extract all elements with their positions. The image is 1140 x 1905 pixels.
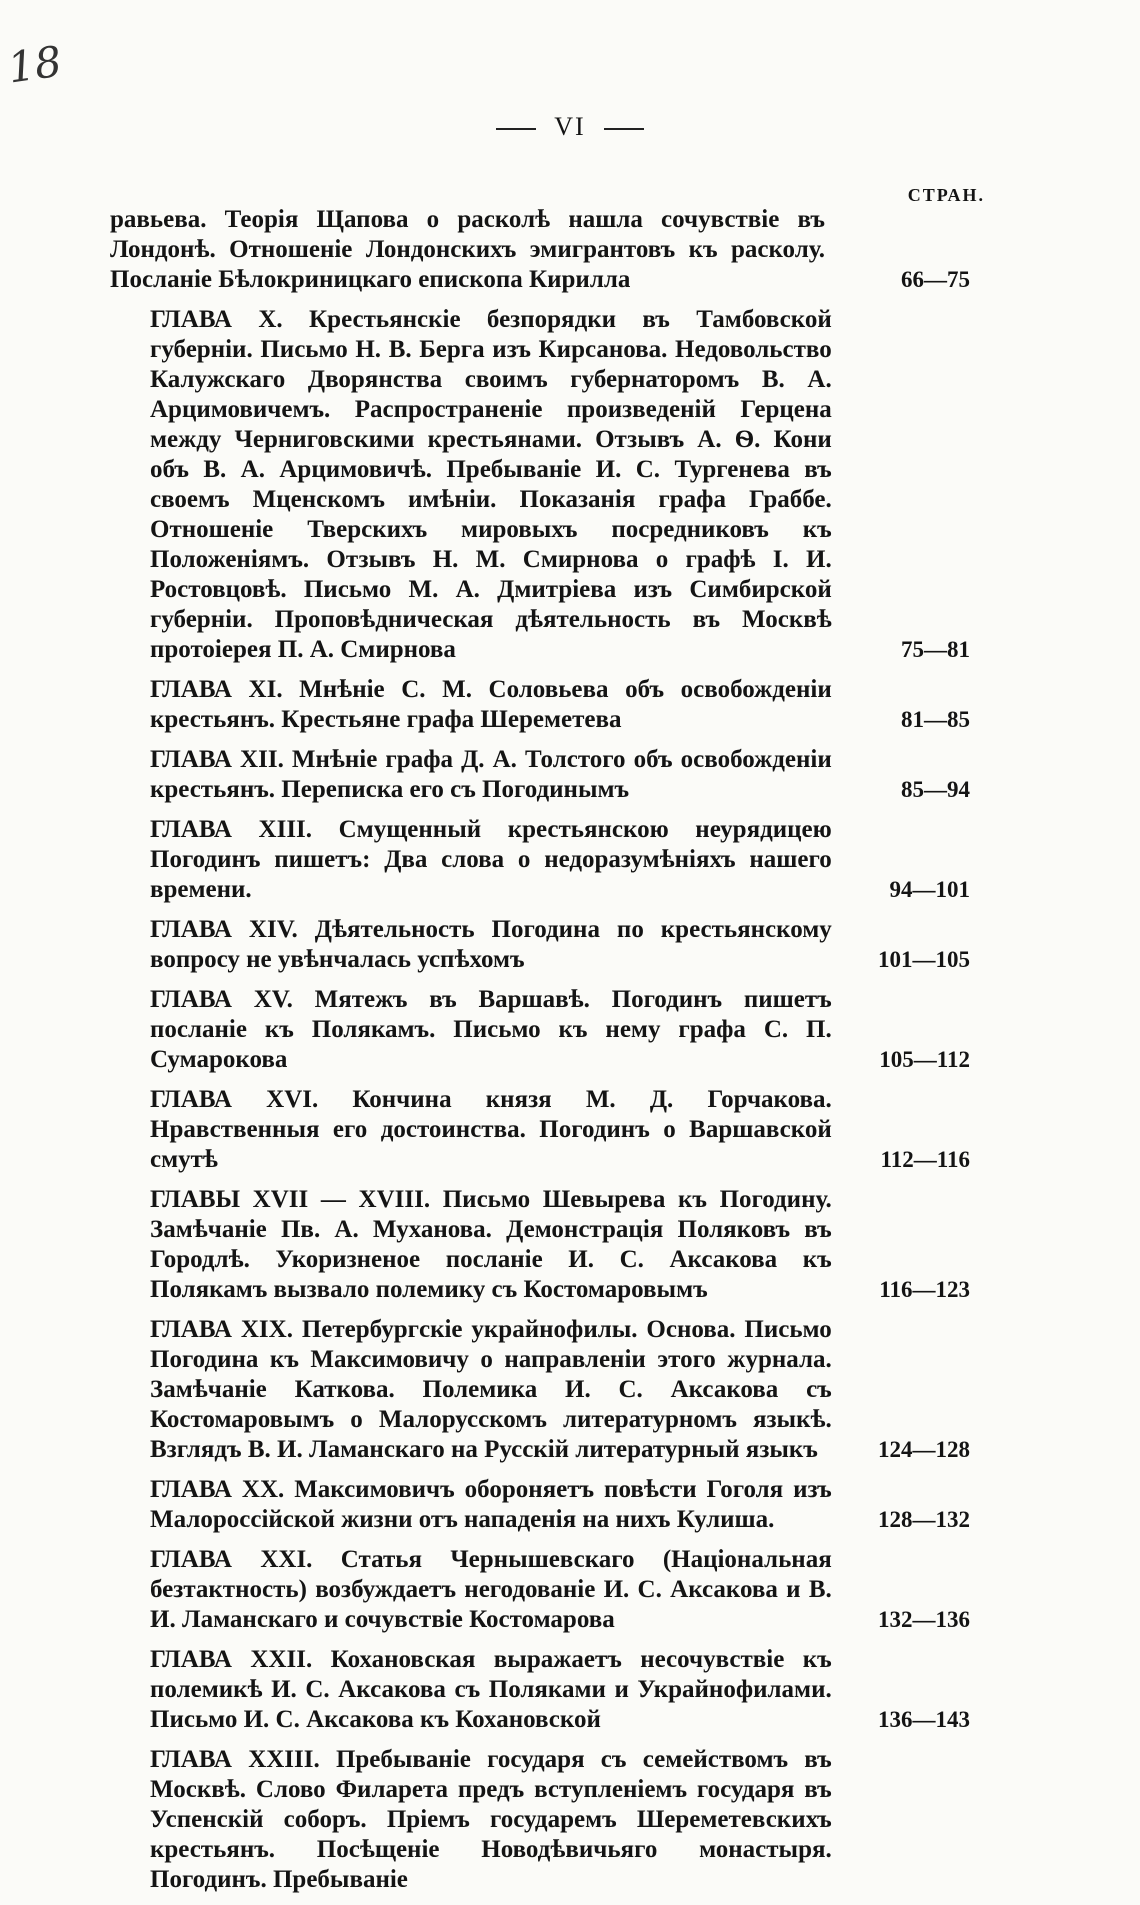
toc-entry [110, 745, 970, 805]
running-head [0, 112, 1140, 142]
toc-entry-text: равьева. Теорія Щапова о расколѣ нашла сочувствіе въ Лондонѣ. Отношеніе Лондонскихъ эмигрантовъ къ расколу. Посланіе Бѣлокриницкаго епископа Кирилла [110, 206, 825, 293]
toc-entry-text: ГЛАВА X. Крестьянскіе безпорядки въ Тамбовской губерніи. Письмо Н. В. Берга изъ Кирсанова. Недовольство Калужскаго Дворянства своимъ губернаторомъ В. А. Арцимовичемъ. Распространеніе произведеній Герцена между Черниговскими крестьянами. Отзывъ А. Ѳ. Кони объ В. А. Арцимовичѣ. Пребываніе И. С. Тургенева въ своемъ Мценскомъ имѣніи. Показанія графа Граббе. Отношеніе Тверскихъ мировыхъ посредниковъ къ Положеніямъ. Отзывъ Н. М. Смирнова о графѣ І. И. Ростовцовѣ. Письмо М. А. Дмитріева изъ Симбирской губерніи. Проповѣдническая дѣятельность въ Москвѣ протоіерея П. А. Смирнова [150, 306, 832, 663]
toc-entry [110, 675, 970, 735]
toc-entry-pages: 124—128 [878, 1437, 970, 1462]
toc-entry-pages: 116—123 [879, 1277, 970, 1302]
toc-entry [110, 205, 970, 295]
toc-entry-pages: 136—143 [878, 1707, 970, 1732]
toc-entry-text: ГЛАВЫ XVII — XVIII. Письмо Шевырева къ Погодину. Замѣчаніе Пв. А. Муханова. Демонстрація Поляковъ въ Городлѣ. Укоризненое посланіе И. С. Аксакова къ Полякамъ вызвало полемику съ Костомаровымъ [150, 1186, 832, 1303]
toc-entry-pages: 132—136 [878, 1607, 970, 1632]
toc-entry-pages: 128—132 [878, 1507, 970, 1532]
toc-entry-pages: 112—116 [880, 1147, 970, 1172]
toc-entry [110, 1745, 970, 1895]
running-head-dash-right [604, 128, 644, 130]
toc-entry-text: ГЛАВА XIX. Петербургскіе украйнофилы. Основа. Письмо Погодина къ Максимовичу о направленіи этого журнала. Замѣчаніе Каткова. Полемика И. С. Аксакова съ Костомаровымъ о Малорусскомъ литературномъ языкѣ. Взглядъ В. И. Ламанскаго на Русскій литературный языкъ [150, 1316, 832, 1463]
toc-entry [110, 1315, 970, 1465]
table-of-contents [110, 205, 970, 1905]
toc-entry [110, 305, 970, 665]
toc-entry-text: ГЛАВА XIV. Дѣятельность Погодина по крестьянскому вопросу не увѣнчалась успѣхомъ [150, 916, 832, 973]
toc-entry-text: ГЛАВА XVI. Кончина князя М. Д. Горчакова. Нравственныя его достоинства. Погодинъ о Варшавской смутѣ [150, 1086, 832, 1173]
toc-entry-pages: 85—94 [901, 777, 970, 802]
toc-entry-text: ГЛАВА XV. Мятежъ въ Варшавѣ. Погодинъ пишетъ посланіе къ Полякамъ. Письмо къ нему графа С. П. Сумарокова [150, 986, 832, 1073]
toc-entry-pages: 101—105 [878, 947, 970, 972]
toc-entry-pages: 66—75 [901, 267, 970, 292]
toc-entry-text: ГЛАВА XIII. Смущенный крестьянскою неурядицею Погодинъ пишетъ: Два слова о недоразумѣніяхъ нашего времени. [150, 816, 832, 903]
toc-entry [110, 1545, 970, 1635]
toc-entry-text: ГЛАВА XII. Мнѣніе графа Д. А. Толстого объ освобожденіи крестьянъ. Переписка его съ Погодинымъ [150, 746, 832, 803]
toc-entry-pages: 105—112 [879, 1047, 970, 1072]
pages-column-header: СТРАН. [907, 185, 985, 205]
page-number: VI [554, 112, 586, 141]
toc-entry-text: ГЛАВА XXIII. Пребываніе государя съ семействомъ въ Москвѣ. Слово Филарета предъ вступленіемъ государя въ Успенскій соборъ. Пріемъ государемъ Шереметевскихъ крестьянъ. Посѣщеніе Новодѣвичьяго монастыря. Погодинъ. Пребываніе [150, 1746, 832, 1893]
toc-entry [110, 1475, 970, 1535]
toc-entry-text: ГЛАВА XX. Максимовичъ обороняетъ повѣсти Гоголя изъ Малороссійской жизни отъ нападенія на нихъ Кулиша. [150, 1476, 832, 1533]
toc-entry [110, 985, 970, 1075]
toc-entry-pages: 75—81 [901, 637, 970, 662]
toc-entry [110, 915, 970, 975]
toc-entry-text: ГЛАВА XXII. Кохановская выражаетъ несочувствіе къ полемикѣ И. С. Аксакова съ Поляками и Украйнофилами. Письмо И. С. Аксакова къ Кохановской [150, 1646, 832, 1733]
toc-entry-pages: 81—85 [901, 707, 970, 732]
toc-entry [110, 815, 970, 905]
toc-entry [110, 1645, 970, 1735]
toc-entry-pages: 94—101 [889, 877, 970, 902]
toc-entry [110, 1185, 970, 1305]
running-head-dash-left [496, 128, 536, 130]
toc-entry-text: ГЛАВА XXI. Статья Чернышевскаго (Національная безтактность) возбуждаетъ негодованіе И. С. Аксакова и В. И. Ламанскаго и сочувствіе Костомарова [150, 1546, 832, 1633]
toc-entry-text: ГЛАВА XI. Мнѣніе С. М. Соловьева объ освобожденіи крестьянъ. Крестьяне графа Шереметева [150, 676, 832, 733]
toc-entry [110, 1085, 970, 1175]
margin-note: 18 [4, 36, 65, 93]
